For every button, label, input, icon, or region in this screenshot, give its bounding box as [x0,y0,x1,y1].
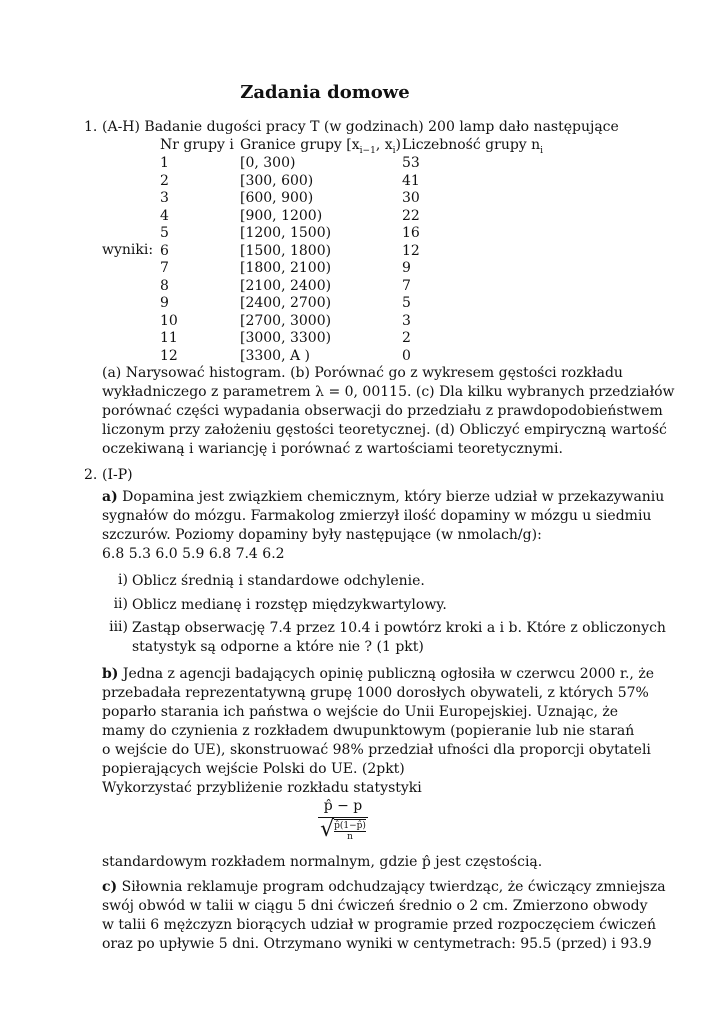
table-row [0,347,725,365]
cell-group-number: 12 [160,347,178,364]
task2b-line: przebadała reprezentatywną grupę 1000 dorosłych obywateli, z których 57% [102,685,649,701]
task1-tail-line: porównać części wypadania obserwacji do przedziału z prawdopodobieństwem [102,403,663,419]
task2b-line: mamy do czynienia z rozkładem dwupunktowym (popieranie lub nie starań [102,723,635,739]
cell-count: 0 [402,347,411,364]
task2b-after: standardowym rozkładem normalnym, gdzie p̂ jest częstością. [102,854,543,870]
table-row [0,242,725,260]
task2-head: (I-P) [102,467,133,483]
statistic-formula [318,798,368,842]
side-label: wyniki: [102,242,154,258]
cell-group-number: 5 [160,225,169,241]
task2b-line: poparło starania ich państwa o wejście do Unii Europejskiej. Uznając, że [102,704,619,720]
cell-group-number: 10 [160,312,178,329]
cell-group-bounds: [3300, A ) [240,347,311,364]
cell-group-bounds: [2400, 2700) [240,295,332,311]
sqrt-symbol: √ [320,817,335,842]
cell-count: 3 [402,312,411,329]
task2a-line: szczurów. Poziomy dopaminy były następujące (w nmolach/g): [102,527,542,543]
cell-group-bounds: [3000, 3300) [240,330,332,346]
cell-count: 5 [402,295,411,311]
cell-group-number: 9 [160,295,169,311]
task2c-line: oraz po upływie 5 dni. Otrzymano wyniki w centymetrach: 95.5 (przed) i 93.9 [102,936,652,952]
task2c-line: c) Siłownia reklamuje program odchudzający twierdząc, że ćwiczący zmniejsza [102,879,666,895]
table-header-row [0,136,725,154]
cell-count: 12 [402,242,420,259]
table-row [0,154,725,172]
header-count: Liczebność grupy $n_i$ [402,137,544,156]
task1-number: 1. [84,119,98,135]
task1-tail-line: liczonym przy założeniu gęstości teoretycznej. (d) Obliczyć empiryczną wartość [102,422,667,438]
header-group-number: Nr grupy i [160,137,234,153]
table-row [0,329,725,347]
table-row [0,277,725,295]
cell-group-bounds: [2100, 2400) [240,277,332,294]
cell-group-bounds: [0, 300) [240,155,296,171]
cell-group-number: 8 [160,277,169,294]
item-text: Oblicz medianę i rozstęp międzykwartylowy. [132,597,447,613]
table-row [0,189,725,207]
table-row [0,259,725,277]
cell-group-bounds: [1800, 2100) [240,260,332,276]
formula-denominator [318,819,368,842]
task2a-line: a) Dopamina jest związkiem chemicznym, który bierze udział w przekazywaniu [102,489,665,505]
item-text: Zastąp obserwację 7.4 przez 10.4 i powtórz kroki a i b. Które z obliczonych [132,620,666,636]
item-roman: iii) [109,619,128,635]
cell-count: 41 [402,172,420,189]
task1-tail-line: (a) Narysować histogram. (b) Porównać go z wykresem gęstości rozkładu [102,365,623,381]
task1-tail-line: wykładniczego z parametrem λ = 0, 00115. (c) Dla kilku wybranych przedziałów [102,384,675,400]
cell-group-bounds: [1200, 1500) [240,225,332,241]
cell-group-bounds: [300, 600) [240,172,314,189]
cell-group-number: 6 [160,242,169,259]
cell-group-number: 7 [160,260,169,276]
cell-count: 7 [402,277,411,294]
page-title: Zadania domowe [240,82,410,103]
formula-inner-fraction: $\frac{p̂(1-p̂)}{n}$ [334,821,366,842]
item-text: statystyk są odporne a które nie ? (1 pkt) [132,639,424,655]
cell-group-number: 1 [160,155,169,171]
task2c-line: swój obwód w talii w ciągu 5 dni ćwiczeń średnio o 2 cm. Zmierzono obwody [102,898,648,914]
task2b-line: b) Jedna z agencji badających opinię publiczną ogłosiła w czerwcu 2000 r., że [102,666,654,682]
cell-group-bounds: [1500, 1800) [240,242,332,259]
cell-group-bounds: [2700, 3000) [240,312,332,329]
task2b-line: popierających wejście Polski do UE. (2pkt) [102,761,405,777]
cell-count: 22 [402,207,420,224]
cell-group-bounds: [600, 900) [240,190,314,206]
item-text: Oblicz średnią i standardowe odchylenie. [132,573,425,589]
table-row [0,172,725,190]
task1-intro: (A-H) Badanie dugości pracy T (w godzinach) 200 lamp dało następujące [102,119,619,135]
item-roman: i) [118,572,128,588]
cell-count: 30 [402,190,420,206]
task2b-line: o wejście do UE), skonstruować 98% przedział ufności dla proporcji obytateli [102,742,651,758]
task2-number: 2. [84,467,98,483]
header-group-bounds: Granice grupy [$x_{i-1}$, $x_i$) [240,137,401,156]
task1-tail-line: oczekiwaną i wariancję i porównać z wartościami teoretycznymi. [102,441,563,457]
task2a-line: sygnałów do mózgu. Farmakolog zmierzył ilość dopaminy w mózgu u siedmiu [102,508,652,524]
cell-count: 9 [402,260,411,276]
cell-group-number: 11 [160,330,178,346]
task2b-line: Wykorzystać przybliżenie rozkładu statystyki [102,780,422,796]
item-roman: ii) [113,596,128,612]
cell-group-number: 4 [160,207,169,224]
task2a-data: 6.8 5.3 6.0 5.9 6.8 7.4 6.2 [102,546,285,562]
formula-numerator: p̂ − p [323,798,363,814]
cell-group-number: 2 [160,172,169,189]
cell-count: 2 [402,330,411,346]
cell-group-number: 3 [160,190,169,206]
cell-group-bounds: [900, 1200) [240,207,323,224]
table-row [0,294,725,312]
table-row [0,224,725,242]
task2c-line: w talii 6 mężczyzn biorących udział w programie przed rozpoczęciem ćwiczeń [102,917,656,933]
cell-count: 53 [402,155,420,171]
table-row [0,312,725,330]
table-row [0,207,725,225]
cell-count: 16 [402,225,420,241]
